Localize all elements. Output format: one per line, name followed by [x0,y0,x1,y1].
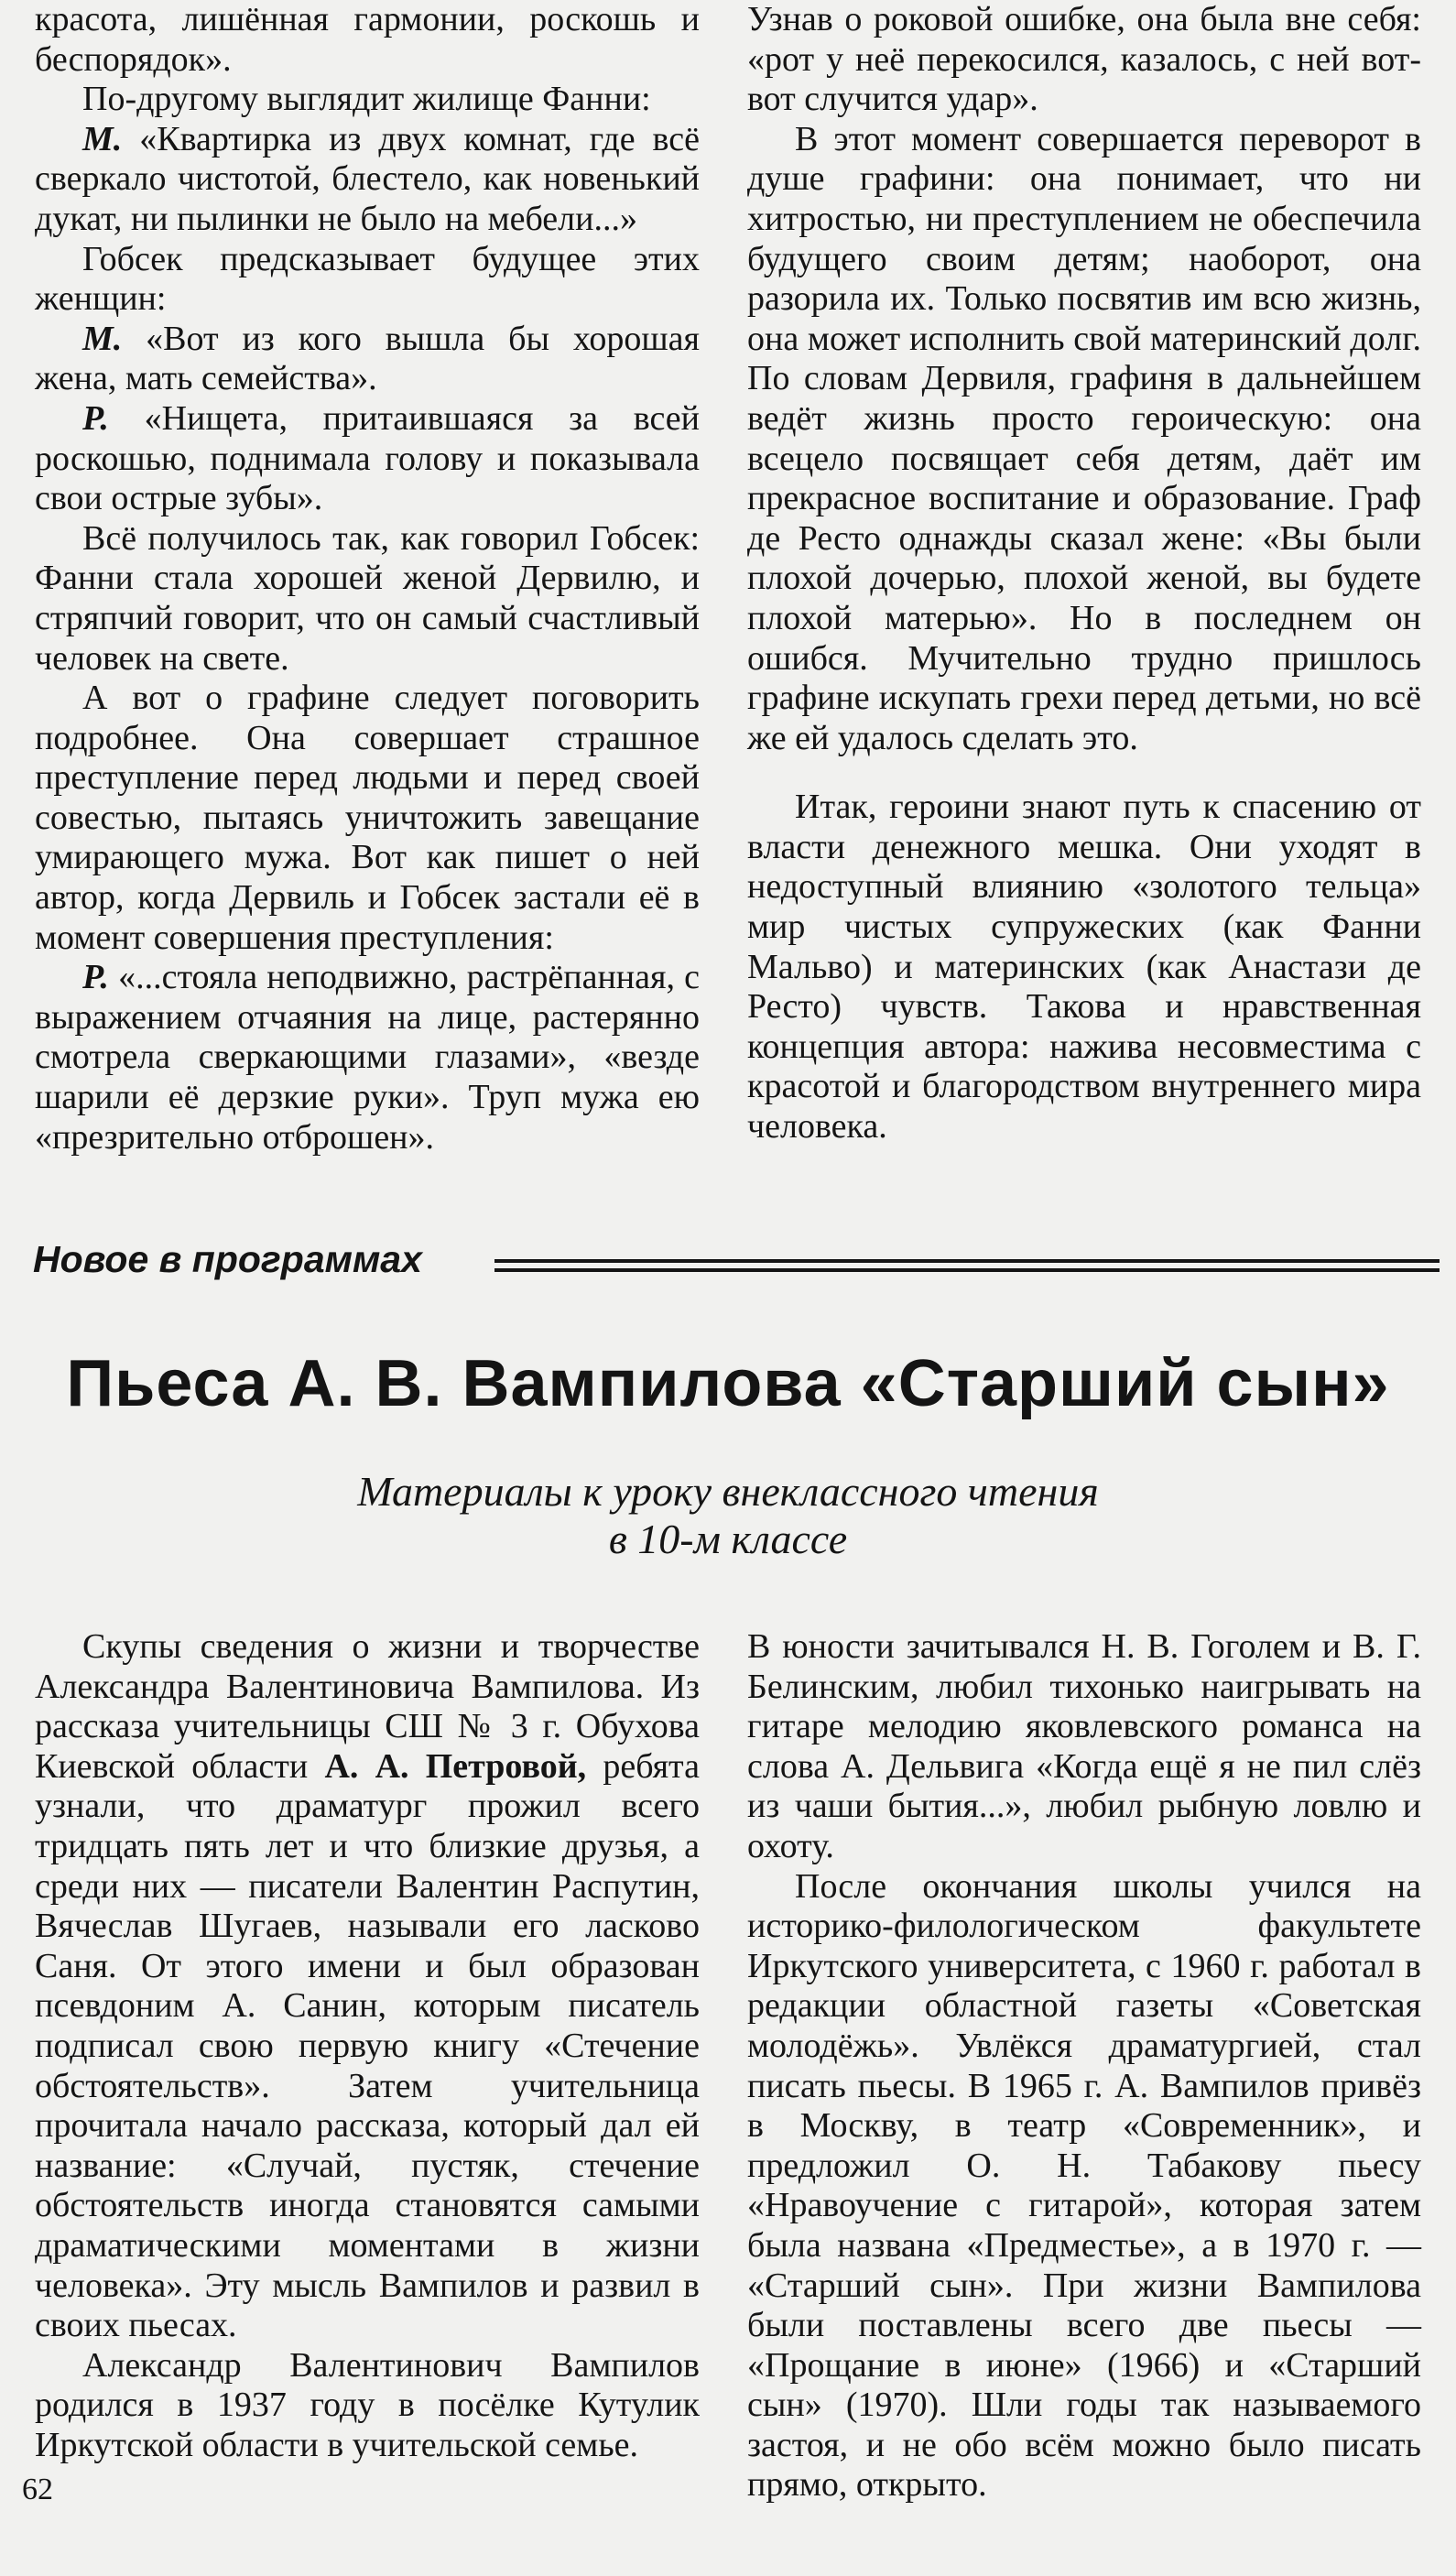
paragraph: А вот о графине следует поговорить подробнее. Она совершает страшное преступление перед людьми и перед своей совестью, пытаясь уничтожить завещание умирающего мужа. Вот как пишет о ней автор, когда Дервиль и Гобсек застали её в момент совершения преступления: [35,679,700,957]
paragraph: После окончания школы учился на историко-филологическом факультете Иркутского университета, с 1960 г. работал в редакции областной газеты «Советская молодёжь». Увлёкся драматургией, стал писать пьесы. В 1965 г. А. Вампилов привёз в Москву, в театр «Современник», и предложил О. Н. Табакову пьесу «Нравоучение с гитарой», которая затем была названа «Предместье», а в 1970 г. — «Старший сын». При жизни Вампилова были поставлены всего две пьесы — «Прощание в июне» (1966) и «Старший сын» (1970). Шли годы так называемого застоя, и не обо всём можно было писать прямо, открыто. [747,1866,1421,2505]
subtitle-line: Материалы к уроку внеклассного чтения [357,1468,1099,1515]
speaker-label: Р. [82,398,109,438]
speaker-label: Р. [82,958,109,997]
paragraph: Скупы сведения о жизни и творчестве Александра Валентиновича Вампилова. Из рассказа учительницы СШ № 3 г. Обухова Киевской области А. А. Петровой, ребята узнали, что драматург прожил всего тридцать пять лет и что близкие друзья, а среди них — писатели Валентин Распутин, Вячеслав Шугаев, называли его ласково Саня. От этого имени и был образован псевдоним А. Санин, которым писатель подписал свою первую книгу «Стечение обстоятельств». Затем учительница прочитала начало рассказа, который дал ей название: «Случай, пустяк, стечение обстоятельств иногда становятся самыми драматическими моментами в жизни человека». Эту мысль Вампилов и развил в своих пьесах. [35,1627,700,2345]
speaker-label: М. [82,319,123,358]
paragraph: Узнав о роковой ошибке, она была вне себя: «рот у неё перекосился, казалось, с ней вот-вот случится удар». [747,0,1421,119]
section-rubric: Новое в программах [33,1238,422,1280]
paragraph: М. «Вот из кого вышла бы хорошая жена, мать семейства». [35,319,700,398]
subtitle-line: в 10-м классе [608,1516,848,1562]
page-number: 62 [22,2473,53,2506]
paragraph: Всё получилось так, как говорил Гобсек: Фанни стала хорошей женой Дервилю, и стряпчий говорит, что он самый счастливый человек на свете. [35,518,700,678]
bottom-left-column [35,1627,700,2465]
teacher-name: А. А. Петровой, [324,1746,587,1786]
article-subtitle [0,1468,1456,1563]
speaker-label: М. [82,119,123,158]
paragraph: Р. «Нищета, притаившаяся за всей роскошью, поднимала голову и показывала свои острые зубы». [35,398,700,518]
top-right-column [747,0,1421,1147]
paragraph: Р. «...стояла неподвижно, растрёпанная, с выражением отчаяния на лице, растерянно смотрела сверкающими глазами», «везде шарили её дерзкие руки». Труп мужа ею «презрительно отброшен». [35,958,700,1157]
paragraph: Итак, героини знают путь к спасению от власти денежного мешка. Они уходят в недоступный влиянию «золотого тельца» мир чистых супружеских (как Фанни Мальво) и материнских (как Анастази де Ресто) чувств. Такова и нравственная концепция автора: нажива несовместима с красотой и благородством внутреннего мира человека. [747,788,1421,1147]
paragraph: В юности зачитывался Н. В. Гоголем и В. Г. Белинским, любил тихонько наигрывать на гитаре мелодию яковлевского романса на слова А. Дельвига «Когда ещё я не пил слёз из чаши бытия...», любил рыбную ловлю и охоту. [747,1627,1421,1865]
paragraph: По-другому выглядит жилище Фанни: [82,80,651,119]
bottom-right-column [747,1627,1421,2505]
paragraph: М. «Квартирка из двух комнат, где всё сверкало чистотой, блестело, как новенький дукат, ни пылинки не было на мебели...» [35,119,700,238]
top-left-column [35,0,700,1158]
article-headline: Пьеса А. В. Вампилова «Старший сын» [66,1347,1390,1420]
paragraph: Александр Валентинович Вампилов родился в 1937 году в посёлке Кутулик Иркутской области в учительской семье. [35,2345,700,2464]
paragraph: В этот момент совершается переворот в душе графини: она понимает, что ни хитростью, ни преступлением не обеспечила будущего своим детям; наоборот, она разорила их. Только посвятив им всю жизнь, она может исполнить свой материнский долг. По словам Дервиля, графиня в дальнейшем ведёт жизнь просто героическую: она всецело посвящает себя детям, даёт им прекрасное воспитание и образование. Граф де Ресто однажды сказал жене: «Вы были плохой дочерью, плохой женой, вы будете плохой матерью». Но в последнем он ошибся. Мучительно трудно пришлось графине искупать грехи перед детьми, но всё же ей удалось сделать это. [747,119,1421,757]
rubric-rule [494,1259,1440,1277]
paragraph: красота, лишённая гармонии, роскошь и беспорядок». [35,0,700,79]
paragraph: Гобсек предсказывает будущее этих женщин: [35,239,700,319]
